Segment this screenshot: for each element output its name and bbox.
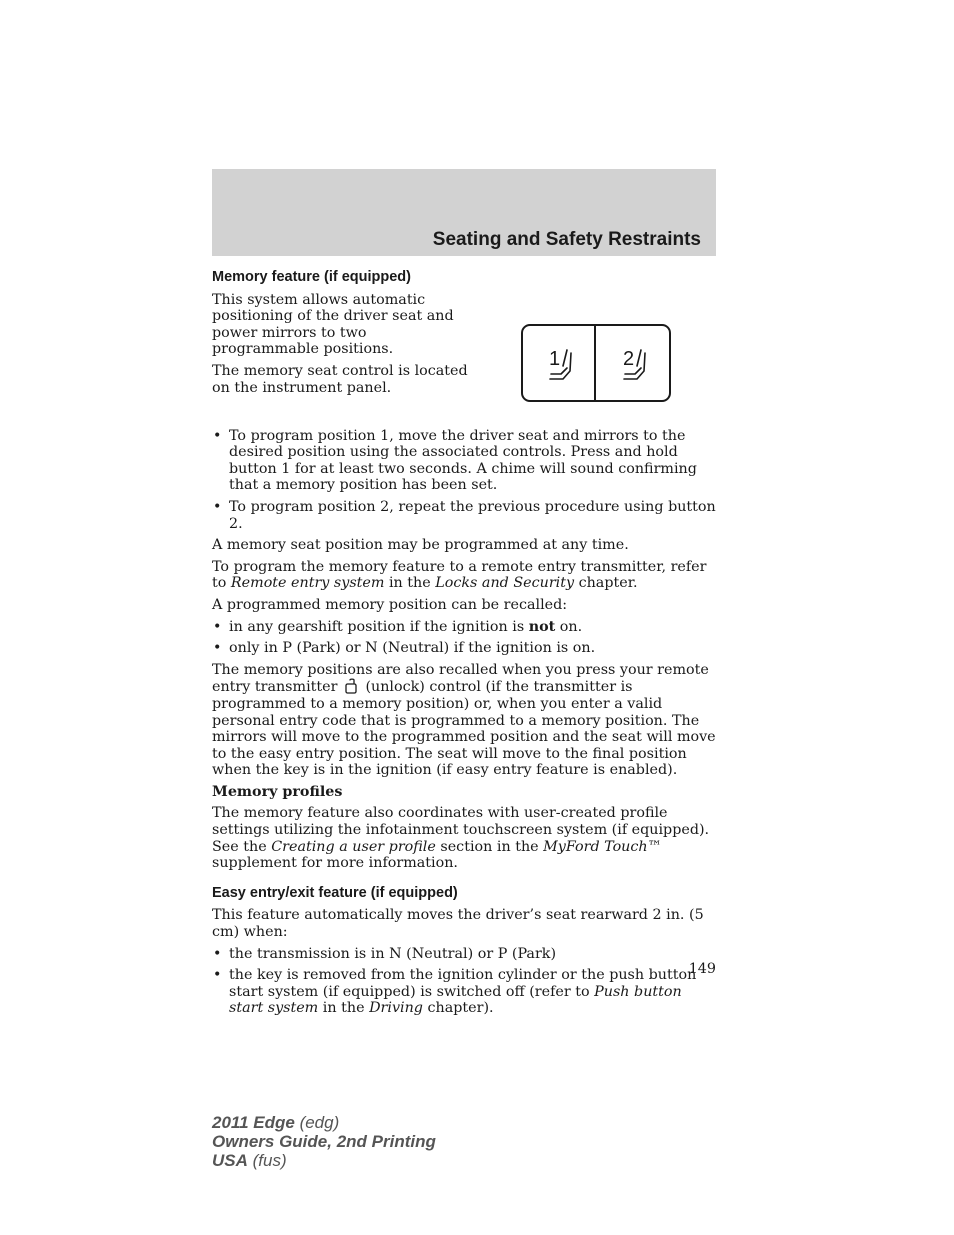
list-item: • To program position 1, move the driver seat and mirrors to the desired position using the associated controls. Press and hold button 1 for at least two seconds. A chime will sound confirming that a memory position has been set. (212, 428, 716, 494)
memory-profiles-paragraph: The memory feature also coordinates with user-created profile settings utilizing the infotainment touchscreen system (if equipped). See the Creating a user profile section in the MyFord Touch™ supplement for more information. (212, 805, 710, 872)
unlock-icon (341, 678, 361, 694)
push-button-start-reference: Push button start system (229, 983, 682, 1017)
footer-line-guide: Owners Guide, 2nd Printing (212, 1132, 436, 1151)
driving-chapter-reference: Driving (369, 1000, 423, 1017)
section-header-band (212, 169, 716, 256)
intro-block (212, 292, 716, 428)
remote-entry-reference: Remote entry system (230, 575, 385, 592)
heading-memory-feature: Memory feature (if equipped) (212, 269, 411, 285)
easy-entry-conditions-list (212, 946, 716, 1017)
list-item: • To program position 2, repeat the previous procedure using button 2. (212, 499, 716, 532)
intro-text (212, 292, 474, 397)
memory-buttons-figure (521, 324, 671, 402)
memory-button-2-label: 2 (623, 347, 635, 370)
document-footer (212, 1113, 436, 1170)
memory-positions-paragraph: The memory positions are also recalled when you press your remote entry transmitter (unlock) control (if the transmitter is programmed to a memory position) or, when you enter a valid personal entry code that is programmed to a memory position. The mirrors will move to the programmed position and the seat will move to the easy entry position. The seat will move to the final position when the key is in the ignition (if easy entry feature is enabled). (212, 661, 716, 779)
memory-profiles-heading: Memory profiles (212, 783, 343, 800)
page-number: 149 (688, 961, 716, 977)
footer-line-model: 2011 Edge (edg) (212, 1113, 340, 1132)
program-steps-list (212, 428, 716, 533)
intro-paragraph: This system allows automatic positioning of the driver seat and power mirrors to two programmable positions. (212, 291, 454, 358)
heading-easy-entry: Easy entry/exit feature (if equipped) (212, 884, 458, 901)
remote-entry-paragraph: To program the memory feature to a remote entry transmitter, refer to Remote entry system in the Locks and Security chapter. (212, 558, 707, 592)
list-item: • the transmission is in N (Neutral) or P (Park) (212, 946, 716, 963)
recall-conditions-list (212, 619, 716, 657)
locks-chapter-reference: Locks and Security (435, 575, 575, 592)
user-profile-reference: Creating a user profile (271, 838, 436, 855)
section-title: Seating and Safety Restraints (432, 229, 701, 250)
recall-intro-paragraph: A programmed memory position can be recalled: (212, 596, 568, 613)
list-item: • only in P (Park) or N (Neutral) if the ignition is on. (212, 640, 716, 657)
list-item: • the key is removed from the ignition cylinder or the push button start system (if equipped) is switched off (refer to Push button start system in the Driving chapter). (212, 967, 716, 1017)
easy-entry-paragraph: This feature automatically moves the driver’s seat rearward 2 in. (5 cm) when: (212, 907, 704, 941)
footer-line-market: USA (fus) (212, 1151, 287, 1170)
page-content (212, 266, 716, 1022)
myford-touch-reference: MyFord Touch (543, 838, 648, 855)
any-time-paragraph: A memory seat position may be programmed at any time. (212, 537, 629, 554)
memory-button-1-label: 1 (549, 347, 561, 370)
list-item: • in any gearshift position if the ignition is not on. (212, 619, 716, 636)
location-paragraph: The memory seat control is located on the instrument panel. (212, 362, 468, 396)
